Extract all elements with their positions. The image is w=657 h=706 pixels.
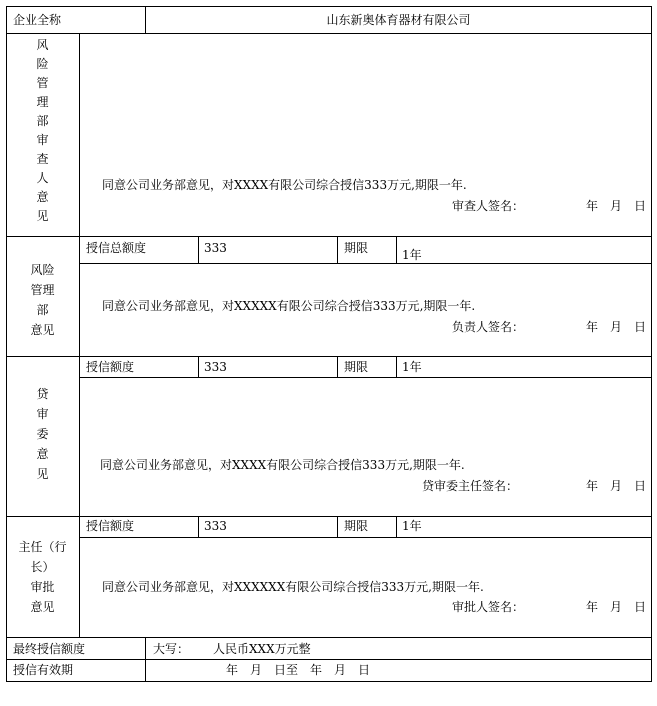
term-value: 1年 bbox=[402, 360, 422, 374]
row-divider bbox=[6, 33, 652, 34]
loan-committee-label-char: 审 bbox=[36, 407, 49, 421]
credit-label: 授信额度 bbox=[86, 519, 135, 533]
loan-committee-label bbox=[6, 384, 79, 484]
credit-value: 333 bbox=[204, 360, 227, 374]
table-border-right bbox=[651, 6, 652, 682]
risk-review-label-char: 理 bbox=[36, 95, 49, 109]
term-label: 期限 bbox=[344, 241, 369, 255]
credit-value: 333 bbox=[204, 519, 227, 533]
director-label-line: 意见 bbox=[30, 600, 55, 614]
row-divider bbox=[79, 377, 652, 378]
row-divider bbox=[6, 637, 652, 638]
table-border-top bbox=[6, 6, 652, 7]
director-opinion: 同意公司业务部意见，对XXXXXX有限公司综合授信333万元,期限一年. bbox=[102, 580, 484, 594]
term-value: 1年 bbox=[402, 248, 422, 262]
col-divider bbox=[79, 33, 80, 637]
risk-review-label-char: 意 bbox=[36, 190, 49, 204]
risk-dept-label bbox=[6, 260, 79, 340]
col-divider bbox=[198, 236, 199, 264]
credit-label: 授信额度 bbox=[86, 360, 135, 374]
risk-review-label-char: 险 bbox=[36, 57, 49, 71]
loan-committee-label-char: 贷 bbox=[36, 387, 49, 401]
row-divider bbox=[79, 263, 652, 264]
loan-committee-signature-label: 贷审委主任签名： bbox=[422, 479, 519, 493]
director-label-line: 审批 bbox=[30, 580, 55, 594]
loan-committee-date: 年 月 日 bbox=[586, 479, 647, 493]
validity-label: 授信有效期 bbox=[13, 663, 74, 677]
row-divider bbox=[6, 659, 652, 660]
term-label: 期限 bbox=[344, 360, 369, 374]
director-signature-label: 审批人签名： bbox=[452, 600, 525, 614]
risk-dept-label-line: 意见 bbox=[30, 323, 55, 337]
company-label: 企业全称 bbox=[13, 13, 62, 27]
risk-review-signature-label: 审查人签名： bbox=[452, 199, 525, 213]
risk-review-label-char: 见 bbox=[36, 209, 49, 223]
risk-dept-opinion: 同意公司业务部意见，对XXXXX有限公司综合授信333万元,期限一年. bbox=[102, 299, 476, 313]
director-label-line: 长） bbox=[30, 560, 55, 574]
row-divider bbox=[6, 356, 652, 357]
risk-review-opinion: 同意公司业务部意见，对XXXX有限公司综合授信333万元,期限一年. bbox=[102, 178, 467, 192]
final-credit-label: 最终授信额度 bbox=[13, 642, 86, 656]
col-divider bbox=[198, 516, 199, 538]
row-divider bbox=[6, 516, 652, 517]
risk-review-label-char: 查 bbox=[36, 152, 49, 166]
col-divider bbox=[145, 637, 146, 682]
col-divider bbox=[337, 236, 338, 264]
final-credit-capital-value: 人民币XXX万元整 bbox=[213, 642, 311, 656]
risk-dept-label-line: 风险 bbox=[30, 263, 55, 277]
director-label bbox=[6, 537, 79, 617]
credit-total-label: 授信总额度 bbox=[86, 241, 147, 255]
risk-dept-signature-label: 负责人签名： bbox=[452, 320, 525, 334]
director-date: 年 月 日 bbox=[586, 600, 647, 614]
risk-dept-label-line: 部 bbox=[36, 303, 49, 317]
risk-review-label-char: 人 bbox=[36, 171, 49, 185]
final-credit-capital-label: 大写： bbox=[153, 642, 190, 656]
company-name: 山东新奥体育器材有限公司 bbox=[326, 13, 471, 27]
credit-total-value: 333 bbox=[204, 241, 227, 255]
risk-review-date: 年 月 日 bbox=[586, 199, 647, 213]
loan-committee-label-char: 委 bbox=[36, 427, 49, 441]
col-divider bbox=[396, 356, 397, 378]
term-value: 1年 bbox=[402, 519, 422, 533]
loan-committee-opinion: 同意公司业务部意见，对XXXX有限公司综合授信333万元,期限一年. bbox=[100, 458, 465, 472]
col-divider bbox=[337, 516, 338, 538]
risk-dept-date: 年 月 日 bbox=[586, 320, 647, 334]
validity-value: 年 月 日至 年 月 日 bbox=[226, 663, 371, 677]
director-label-line: 主任（行 bbox=[18, 540, 67, 554]
row-divider bbox=[79, 537, 652, 538]
term-label: 期限 bbox=[344, 519, 369, 533]
risk-review-label-char: 管 bbox=[36, 76, 49, 90]
table-border-bottom bbox=[6, 681, 652, 682]
risk-review-label-char: 部 bbox=[36, 114, 49, 128]
risk-review-label-char: 审 bbox=[36, 133, 49, 147]
col-divider bbox=[396, 236, 397, 264]
row-divider bbox=[6, 236, 652, 237]
risk-review-label bbox=[6, 36, 79, 226]
col-divider bbox=[337, 356, 338, 378]
loan-committee-label-char: 见 bbox=[36, 467, 49, 481]
loan-committee-label-char: 意 bbox=[36, 447, 49, 461]
col-divider bbox=[198, 356, 199, 378]
risk-review-label-char: 风 bbox=[36, 38, 49, 52]
risk-dept-label-line: 管理 bbox=[30, 283, 55, 297]
col-divider bbox=[396, 516, 397, 538]
